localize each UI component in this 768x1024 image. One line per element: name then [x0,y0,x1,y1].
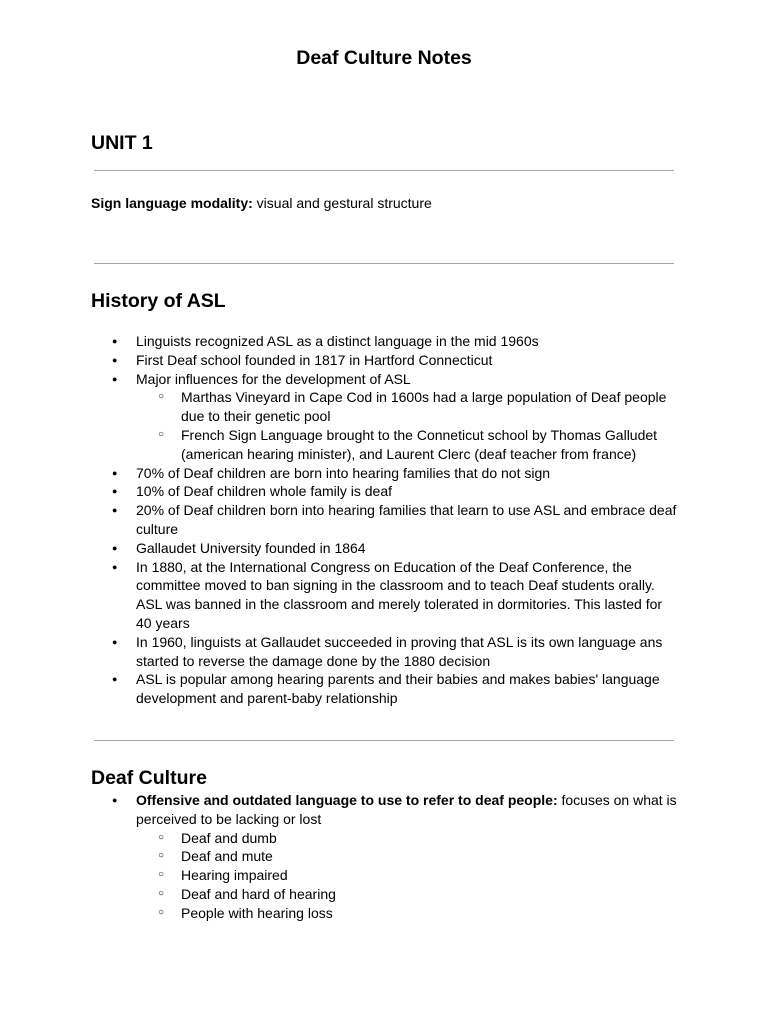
modality-text: visual and gestural structure [252,195,432,211]
sub-list-item: ○ Marthas Vineyard in Cape Cod in 1600s had a large population of Deaf people due to their genetic pool [136,388,681,426]
divider [94,170,674,171]
offensive-terms-sublist [136,829,681,923]
list-item: ● ASL is popular among hearing parents and their babies and makes babies' language development and parent-baby relationship [91,670,681,708]
influences-sublist [136,388,681,463]
list-item: ● 20% of Deaf children born into hearing families that learn to use ASL and embrace deaf culture [91,501,681,539]
list-item: ● Linguists recognized ASL as a distinct language in the mid 1960s [91,332,681,351]
sub-list-item: ○ Deaf and mute [136,847,681,866]
list-item [91,791,681,923]
list-item: ● 70% of Deaf children are born into hearing families that do not sign [91,464,681,483]
sub-list-item: ○ Deaf and hard of hearing [136,885,681,904]
offensive-text: focuses on what is perceived to be lacking or lost [136,792,677,827]
offensive-label: Offensive and outdated language to use to refer to deaf people: [136,792,558,808]
sub-list-item: ○ French Sign Language brought to the Conneticut school by Thomas Galludet (american hearing minister), and Laurent Clerc (deaf teacher from france) [136,426,681,464]
list-item-text: Major influences for the development of ASL [136,370,411,387]
list-item [91,370,681,464]
history-heading: History of ASL [91,290,226,312]
culture-list [91,791,681,923]
modality-paragraph [91,194,681,213]
document-title: Deaf Culture Notes [296,47,472,69]
sub-list-item: ○ Deaf and dumb [136,829,681,848]
list-item: ● First Deaf school founded in 1817 in Hartford Connecticut [91,351,681,370]
list-item: ● Gallaudet University founded in 1864 [91,539,681,558]
list-item: ● In 1960, linguists at Gallaudet succeeded in proving that ASL is its own language ans started to reverse the damage done by the 1880 decision [91,633,681,671]
list-item: ● 10% of Deaf children whole family is deaf [91,482,681,501]
unit-1-heading: UNIT 1 [91,132,153,154]
history-list [91,332,681,708]
sub-list-item: ○ People with hearing loss [136,904,681,923]
list-item: ● In 1880, at the International Congress on Education of the Deaf Conference, the committee moved to ban signing in the classroom and to teach Deaf students orally. ASL was banned in the classroom and merely tolerated in dormitories. This lasted for 40 years [91,558,681,633]
modality-label: Sign language modality: [91,195,253,211]
divider [94,263,674,264]
divider [94,740,674,741]
sub-list-item: ○ Hearing impaired [136,866,681,885]
deaf-culture-heading: Deaf Culture [91,767,207,789]
